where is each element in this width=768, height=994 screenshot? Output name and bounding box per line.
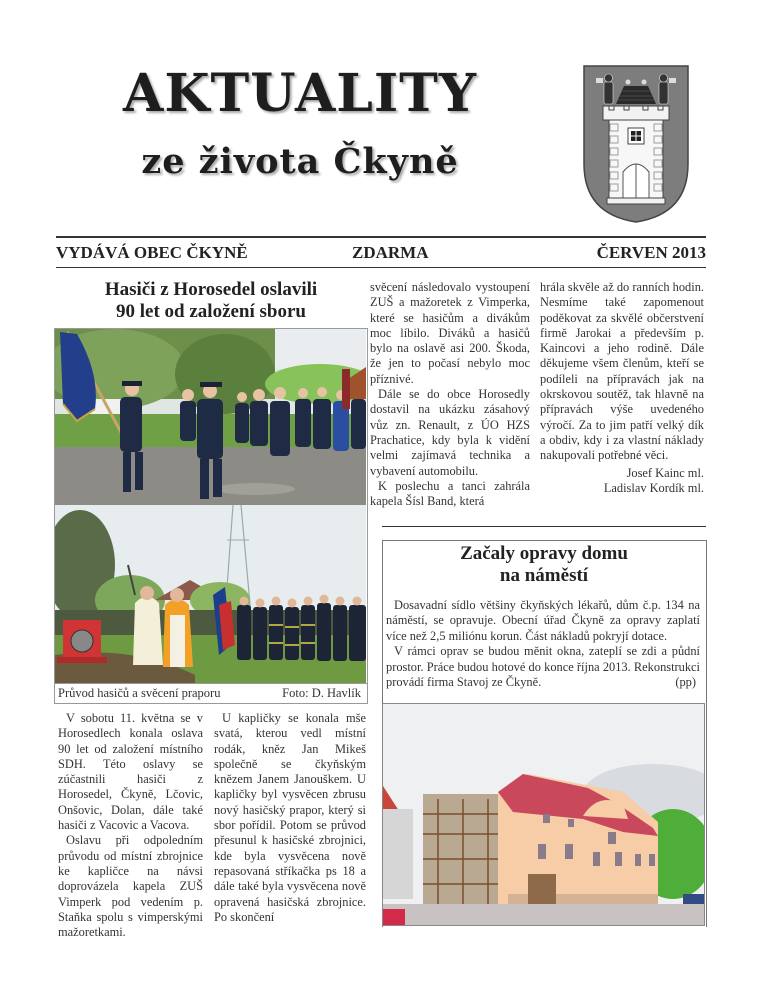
publisher-label: VYDÁVÁ OBEC ČKYNĚ <box>56 243 248 262</box>
article1-column-3 <box>370 280 530 509</box>
article1-column-2 <box>214 711 366 925</box>
parade-photo <box>55 329 366 505</box>
header-rule-bottom <box>56 267 706 268</box>
info-bar <box>56 241 706 265</box>
building-photo-frame <box>382 703 705 926</box>
header-rule-top <box>56 236 706 238</box>
consecration-photo <box>55 505 366 683</box>
article1-signature-1: Josef Kainc ml. <box>626 465 704 480</box>
article1-signature-2: Ladislav Kordík ml. <box>603 480 704 495</box>
photo-credit: Foto: D. Havlík <box>282 686 361 700</box>
article1-col1-paragraph: Oslavu při odpoledním průvodu od místní zbrojnice ke kapličce na návsi doprovázela kapela ZUŠ Vimperk pod vedením p. Staňka spolu s vimperskými mažoretkami. <box>58 833 203 940</box>
article1-col2-paragraph: U kapličky se konala mše svatá, kterou vedl místní rodák, kněz Jan Mikeš společně se čkyňským knězem Janem Janouškem. U kapličky byl vysvěcen zbrusu nový hasičský prapor, který si sbor pořídil. Potom se průvod přesunul k hasičské zbrojnici, kde byla vysvěcena nově repasovaná stříkačka ps 18 a dále také byla vysvěcena nově opravená hasičská zbrojnice. Po skončení <box>214 711 366 924</box>
article1-col3-paragraph: Dále se do obce Horosedly dostavil na ukázku zásahový vůz zn. Renault, z ÚO HZS Prachatice, kdy byla k vidění velmi zajímavá technika a vybavení automobilu. <box>370 387 530 478</box>
article2-paragraph: Dosavadní sídlo většiny čkyňských lékařů, dům č.p. 134 na náměstí, se opravuje. Obecní úřad Čkyně za opravy zaplatí více než 2,5 miliónu korun. Část nákladů pokryjí dotace. <box>386 598 700 643</box>
coat-of-arms-icon <box>582 64 690 224</box>
article2-title-line2: na náměstí <box>499 565 589 586</box>
photo-caption-text: Průvod hasičů a svěcení praporu <box>58 686 221 700</box>
article1-col4-paragraph: hrála skvěle až do ranních hodin. Nesmíme také zapomenout poděkovat za skvělé občerstvení firmě Jarokai a především p. Kaincovi a jeho rodině. Dále děkujeme všem členům, kteří se podíleli na přípravách jak na okrskovou soutěž, tak hlavně na přípravách výše uvedeného výročí. Za to jim patří velký dík a obdiv, kdy i za vlastní náklady nakupovali potřebné věci. <box>540 280 704 463</box>
article2-body <box>386 598 700 690</box>
article1-title-line1: Hasiči z Horosedel oslavili <box>104 279 318 300</box>
article1-col3-paragraph: svěcení následovalo vystoupení ZUŠ a mažoretek z Vimperka, které se hasičům a divákům moc líbilo. Diváků a hasičů bylo na oslavě asi 200. Škoda, že jen to počasí nebylo moc příznivé. <box>370 280 530 386</box>
masthead-subtitle: ze života Čkyně <box>141 141 459 182</box>
article2-paragraph <box>386 644 700 690</box>
article1-col3-paragraph: K poslechu a tanci zahrála kapela Šísl Band, která <box>370 478 530 509</box>
photo-caption <box>55 684 367 702</box>
article1-column-4 <box>540 280 704 496</box>
article1-column-1 <box>58 711 203 940</box>
article1-col1-paragraph: V sobotu 11. května se v Horosedlech konala oslava 90 let od založení místního SDH. Této oslavy se zúčastnili hasiči z Horosedel, Čkyně, Lčovic, Onšovic, Dolan, dále také hasiči z Vacovic a Vacova. <box>58 711 203 833</box>
article1-title <box>56 279 366 323</box>
price-label: ZDARMA <box>352 243 429 262</box>
article2-title <box>384 543 704 587</box>
masthead-title: AKTUALITY <box>122 63 478 124</box>
issue-date: ČERVEN 2013 <box>596 243 706 262</box>
article1-title-line2: 90 let od založení sboru <box>116 301 306 322</box>
section-divider <box>382 526 706 527</box>
article2-paragraph-text: V rámci oprav se budou měnit okna, zateplí se zdi a půdní prostor. Práce budou hotové do konce října 2013. Rekonstrukci provádí firma Stavoj ze Čkyně. <box>386 644 700 690</box>
article2-author: (pp) <box>675 675 696 690</box>
article2-title-line1: Začaly opravy domu <box>460 543 628 564</box>
